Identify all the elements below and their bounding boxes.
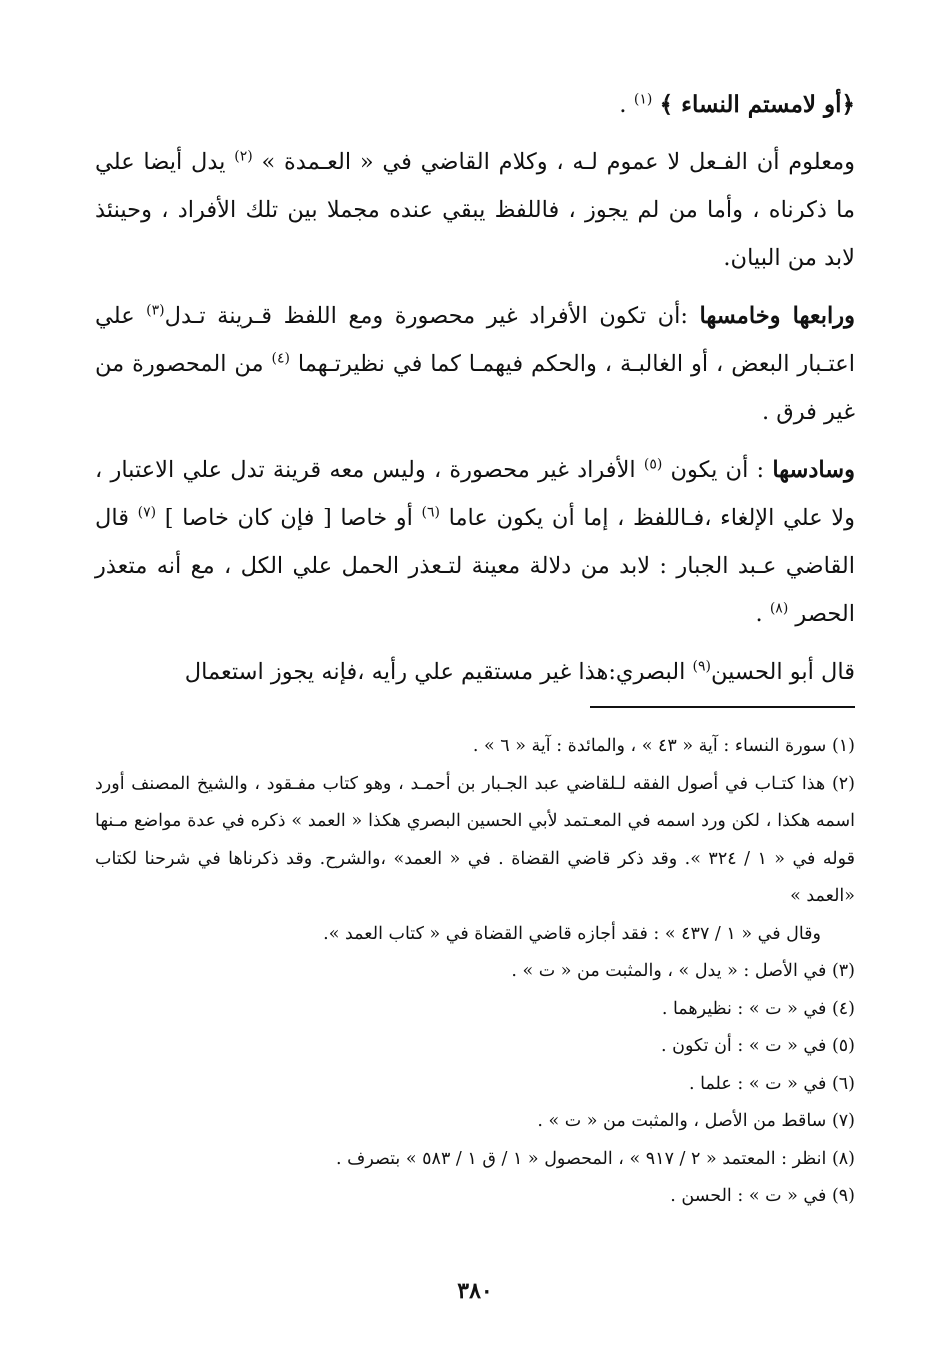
footnote <box>95 1103 855 1141</box>
footnote-text: سورة النساء : آية « ٤٣ » ، والمائدة : آية « ٦ » . <box>472 736 827 756</box>
verse-text: ﴿أو لامستم النساء ﴾ <box>659 91 855 118</box>
footnote <box>95 953 855 991</box>
footnote-text: في « ت » : أن تكون . <box>660 1036 827 1056</box>
footnote-text: انظر : المعتمد « ٢ / ٩١٧ » ، المحصول « ١ / ق ١ / ٥٨٣ » بتصرف . <box>336 1148 827 1169</box>
footnote <box>95 1028 855 1066</box>
text-run: قال القاضي عـبد الجبار : لابد من دلالة معينة لتـعذر الحمل علي الكل ، مع أنه متعذر الحصر <box>95 505 855 627</box>
body-paragraph <box>95 138 855 282</box>
quranic-verse-line <box>95 80 855 130</box>
footnote <box>95 991 855 1029</box>
footnotes <box>95 728 855 1216</box>
footnote <box>95 728 855 766</box>
text-run: أو خاصا [ فإن كان خاصا ] <box>156 505 422 531</box>
footnote-text: في الأصل : « يدل » ، والمثبت من « ت » . <box>511 961 827 981</box>
text-run: الأفراد غير محصورة ، وليس معه قرينة تدل علي الاعتبار ، ولا علي الإلغاء ،فـاللفظ ، إما أن يكون عاما <box>95 457 855 531</box>
footnote <box>95 1178 855 1216</box>
footnote-ref: (٤) <box>271 350 290 367</box>
footnote-number: (٧) <box>831 1111 855 1131</box>
body-paragraph <box>95 648 855 696</box>
footnote-text: في « ت » : علما . <box>688 1073 827 1094</box>
footnote-number: (٢) <box>831 773 855 794</box>
footnote-separator <box>590 706 855 708</box>
text-run: من المحصورة من غير فرق . <box>95 351 855 425</box>
footnote-ref: (٢) <box>234 148 253 165</box>
footnote-number: (٤) <box>831 998 855 1019</box>
body-paragraph <box>95 446 855 638</box>
page-number: ٣٨٠ <box>457 1278 493 1304</box>
text-run: يدل أيضا علي ما ذكرناه ، وأما من لم يجوز ، فاللفظ يبقي عنده مجملا بين تلك الأفراد ، وحينئذ لابد من البيان. <box>95 149 855 271</box>
verse-tail: . <box>619 92 627 118</box>
footnote-number: (٦) <box>831 1073 855 1094</box>
text-run: البصري:هذا غير مستقيم علي رأيه ،فإنه يجوز استعمال <box>184 659 693 685</box>
footnote-number: (١) <box>831 736 855 756</box>
footnote <box>95 1141 855 1179</box>
footnote-text: هذا كتـاب في أصول الفقه لـلقاضي عبد الجـبار بن أحمـد ، وهو كتاب مفـقود ، والشيخ المصنف أورد اسمه هكذا ، لكن ورد اسمه في المعـتمد لأبي الحسين البصري هكذا « العمد » ذكره في عدة مواضع مـنها قوله في « ١ / ٣٢٤ ». وقد ذكر قاضي القضاة . في « العمد» ،والشرح. وقد ذكرناها في شرحنا لكتاب «العمد » <box>95 773 855 906</box>
text-run: : أن يكون <box>662 457 773 483</box>
footnote-ref: (٩) <box>692 658 711 675</box>
paragraphs <box>95 138 855 696</box>
footnote-number: (٣) <box>831 961 855 981</box>
footnote <box>95 916 855 954</box>
body-paragraph <box>95 292 855 436</box>
footnote-number: (٥) <box>831 1036 855 1056</box>
footnote-ref: (٦) <box>421 504 440 521</box>
footnote <box>95 1066 855 1104</box>
main-text <box>95 80 855 706</box>
paragraph-lead: ورابعها وخامسها <box>699 303 855 329</box>
text-run: :أن تكون الأفراد غير محصورة ومع اللفظ قـرينة تـدل <box>164 303 700 329</box>
footnote-ref: (٣) <box>146 302 165 319</box>
footnote-ref: (٧) <box>137 504 157 521</box>
verse-footnote-ref: (١) <box>633 91 653 108</box>
footnote-text: ساقط من الأصل ، والمثبت من « ت » . <box>537 1111 827 1131</box>
footnote-text: في « ت » : الحسن . <box>670 1186 827 1206</box>
footnote-ref: (٨) <box>769 600 789 617</box>
text-run: قال أبو الحسين <box>710 659 855 685</box>
footnote-text: في « ت » : نظيرهما . <box>661 998 827 1019</box>
paragraph-lead: وسادسها <box>772 457 855 483</box>
footnote <box>95 766 855 916</box>
footnote-number: (٩) <box>831 1186 855 1206</box>
footnote-number: (٨) <box>831 1148 855 1169</box>
footnote-text: وقال في « ١ / ٤٣٧ » : فقد أجازه قاضي القضاة في « كتاب العمد ». <box>323 923 821 944</box>
text-run: . <box>755 601 770 627</box>
text-run: ومعلوم أن الفـعل لا عموم لـه ، وكلام القاضي في « العـمدة » <box>252 149 856 175</box>
footnote-ref: (٥) <box>643 456 663 473</box>
text-run: علي اعتـبار البعض ، أو الغالبـة ، والحكم فيهمـا كما في نظيرتـهما <box>95 303 855 377</box>
